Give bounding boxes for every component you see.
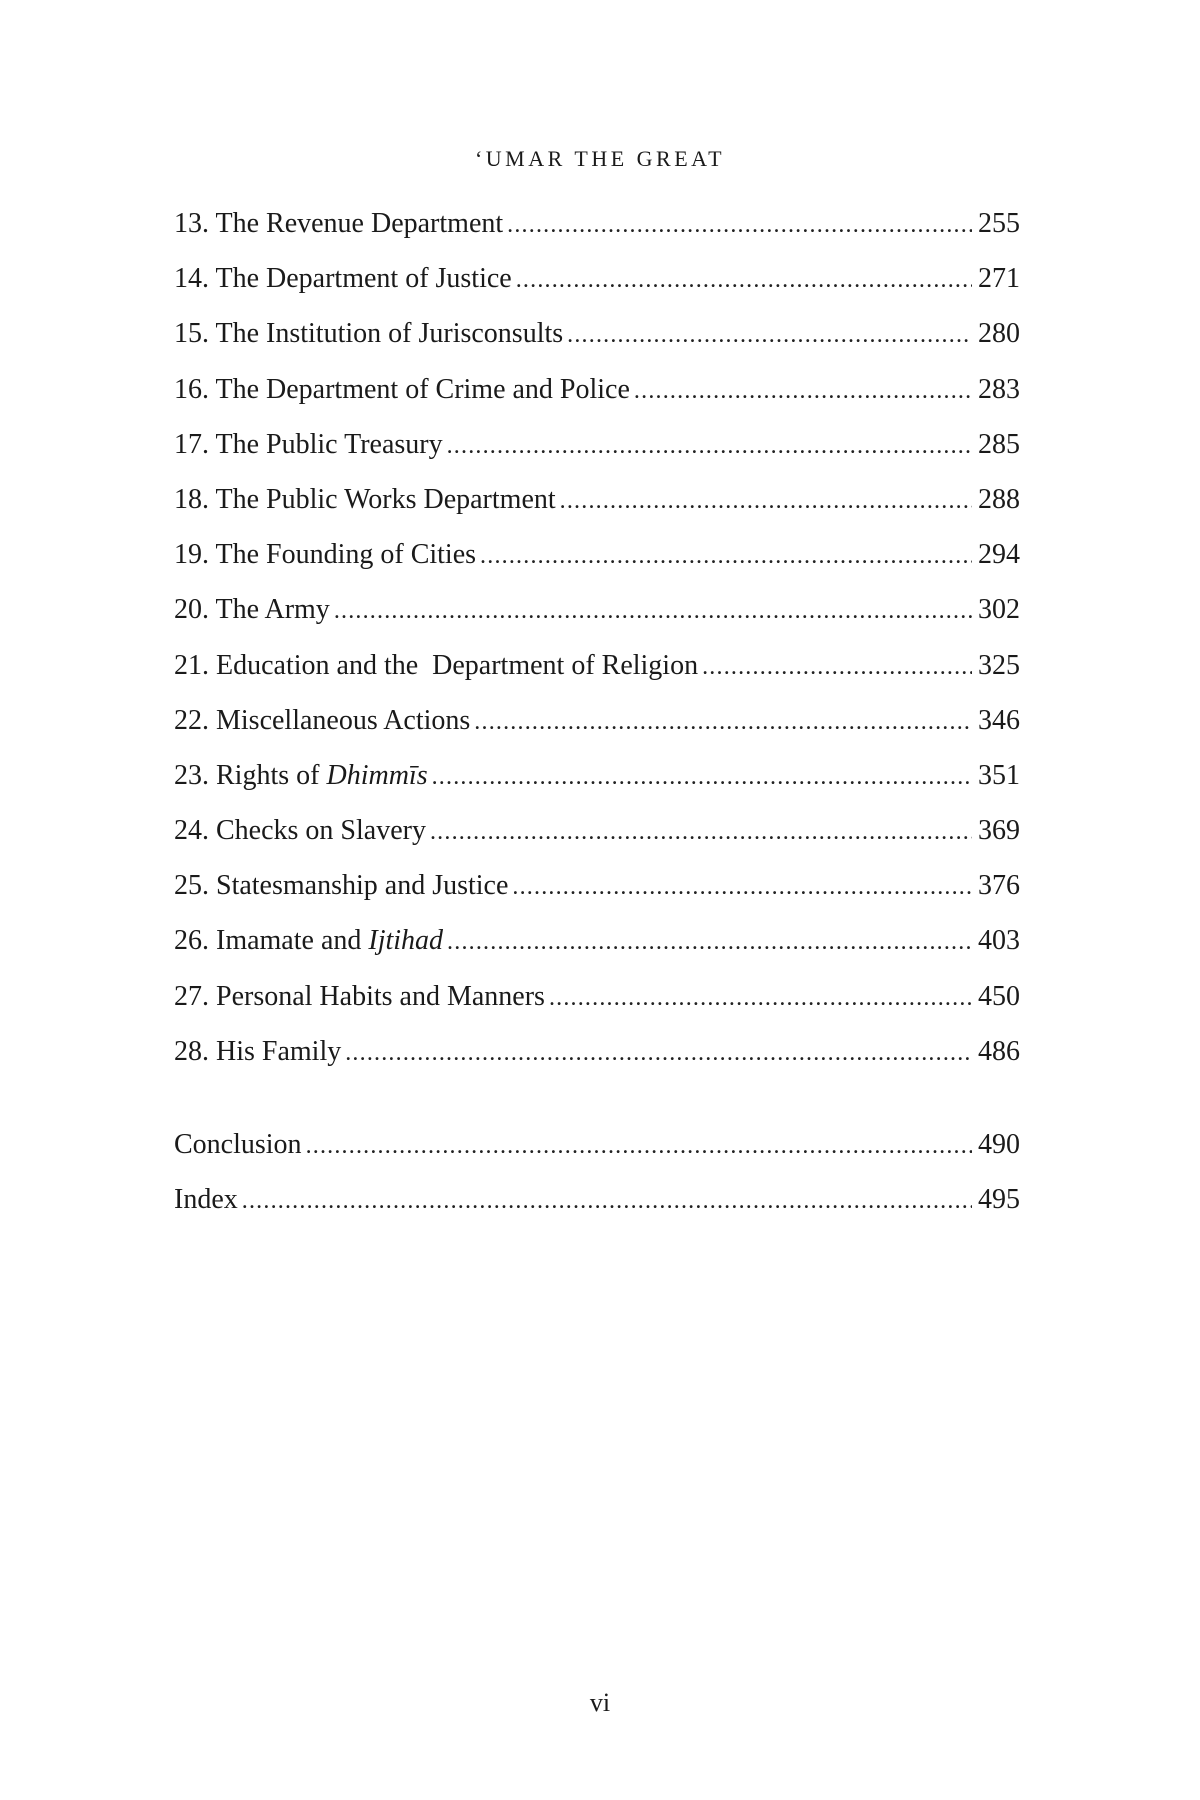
toc-entry-title: 21. Education and the Department of Religion <box>174 649 699 681</box>
dot-leader <box>480 529 972 584</box>
toc-entry-page: 486 <box>978 1035 1020 1067</box>
toc-entry-page: 285 <box>978 428 1020 460</box>
toc-entry-page: 346 <box>978 704 1020 736</box>
toc-entry-title: 13. The Revenue Department <box>174 208 504 239</box>
toc-entry-title: 14. The Department of Justice <box>174 263 512 295</box>
toc-entry-title: 28. His Family <box>174 1035 342 1067</box>
toc-entry-page: 490 <box>978 1129 1020 1160</box>
toc-entry-page: 351 <box>978 759 1020 791</box>
toc-entry-title: Index <box>174 1184 238 1216</box>
toc-entry-25[interactable] <box>174 858 1020 913</box>
dot-leader <box>306 1119 972 1174</box>
dot-leader <box>447 915 972 970</box>
toc-entry-title-prefix: 23. Rights of <box>174 759 327 791</box>
toc-entry-title: 24. Checks on Slavery <box>174 815 426 847</box>
toc-entry-title <box>174 913 447 968</box>
dot-leader <box>549 971 972 1026</box>
dot-leader <box>474 695 972 750</box>
toc-entry-page: 376 <box>978 870 1020 902</box>
toc-entry-title: 19. The Founding of Cities <box>174 539 477 571</box>
toc-entry-page: 283 <box>978 373 1020 405</box>
dot-leader <box>334 584 972 639</box>
toc-entry-page: 271 <box>978 263 1020 295</box>
toc-entry-page: 369 <box>978 815 1020 847</box>
toc-entry-title: 15. The Institution of Jurisconsults <box>174 318 564 350</box>
toc-entry-title-italic: Ijtihad <box>368 925 444 957</box>
section-spacer <box>174 1079 1020 1117</box>
dot-leader <box>507 198 972 253</box>
toc-entry-21[interactable] <box>174 638 1020 693</box>
toc-entry-19[interactable] <box>174 527 1020 582</box>
toc-entry-title: 20. The Army <box>174 594 330 626</box>
table-of-contents <box>174 196 1020 1227</box>
toc-entry-page: 302 <box>978 594 1020 626</box>
dot-leader <box>634 364 972 419</box>
dot-leader <box>516 253 972 308</box>
toc-entry-page: 288 <box>978 483 1020 515</box>
toc-entry-title: 25. Statesmanship and Justice <box>174 870 509 902</box>
dot-leader <box>512 860 972 915</box>
toc-entry-title: 27. Personal Habits and Manners <box>174 980 545 1012</box>
toc-entry-title: Conclusion <box>174 1129 302 1160</box>
toc-entry-14[interactable] <box>174 251 1020 306</box>
toc-entry-title-prefix: 26. Imamate and <box>174 925 369 957</box>
toc-entry-conclusion[interactable] <box>174 1117 1020 1172</box>
dot-leader <box>702 640 972 695</box>
toc-entry-title <box>174 748 432 803</box>
toc-entry-title: 22. Miscellaneous Actions <box>174 704 471 736</box>
toc-entry-page: 403 <box>978 925 1020 957</box>
toc-entry-28[interactable] <box>174 1024 1020 1079</box>
toc-entry-24[interactable] <box>174 803 1020 858</box>
toc-entry-index[interactable] <box>174 1172 1020 1227</box>
toc-entry-23[interactable] <box>174 748 1020 803</box>
dot-leader <box>560 474 972 529</box>
toc-entry-page: 325 <box>978 649 1020 681</box>
dot-leader <box>345 1026 972 1081</box>
toc-entry-page: 294 <box>978 539 1020 571</box>
dot-leader <box>432 750 972 805</box>
toc-entry-title-italic: Dhimmīs <box>326 759 428 791</box>
dot-leader <box>447 419 972 474</box>
toc-entry-page: 450 <box>978 980 1020 1012</box>
toc-entry-title: 16. The Department of Crime and Police <box>174 373 630 405</box>
toc-entry-15[interactable] <box>174 306 1020 361</box>
dot-leader <box>430 805 972 860</box>
toc-entry-page: 495 <box>978 1184 1020 1216</box>
toc-entry-13[interactable] <box>174 196 1020 251</box>
toc-entry-20[interactable] <box>174 582 1020 637</box>
toc-entry-16[interactable] <box>174 362 1020 417</box>
toc-entry-27[interactable] <box>174 969 1020 1024</box>
dot-leader <box>567 308 972 363</box>
toc-entry-17[interactable] <box>174 417 1020 472</box>
toc-entry-page: 280 <box>978 318 1020 350</box>
toc-entry-22[interactable] <box>174 693 1020 748</box>
toc-entry-title: 18. The Public Works Department <box>174 483 556 515</box>
toc-entry-page: 255 <box>978 208 1020 239</box>
page-number: vi <box>589 1688 611 1717</box>
running-head: ‘UMAR THE GREAT <box>474 146 726 171</box>
dot-leader <box>242 1174 972 1229</box>
toc-entry-title: 17. The Public Treasury <box>174 428 443 460</box>
toc-entry-26[interactable] <box>174 913 1020 968</box>
toc-entry-18[interactable] <box>174 472 1020 527</box>
